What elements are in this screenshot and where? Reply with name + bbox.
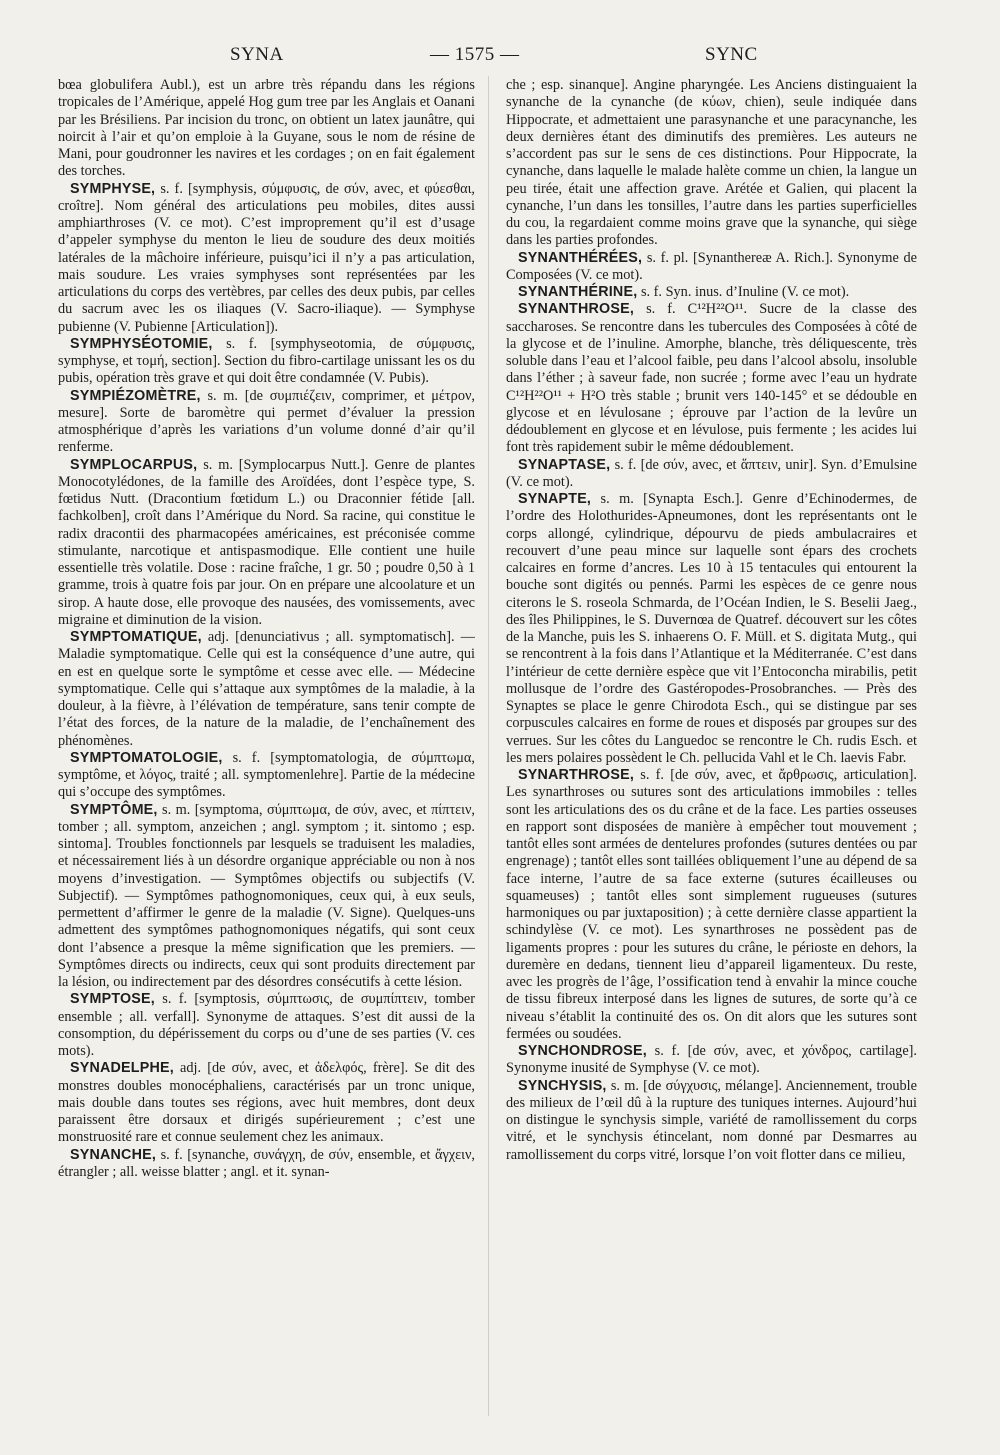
column-divider (488, 76, 489, 1416)
dictionary-entry (506, 491, 917, 767)
entry-headword: SYNANTHROSE, (518, 301, 634, 318)
entry-definition: s. f. [symptosis, σύμπτωσις, de συμπίπτειν, tomber ensemble ; all. verfall]. Synonyme de attaques. S’est dit aussi de la consomption, du dépérissement du corps ou d’une de ses parties (V. ces mots). (58, 991, 475, 1059)
entry-headword: SYMPHYSÉOTOMIE, (70, 335, 213, 352)
entry-headword: SYNCHYSIS, (518, 1077, 607, 1094)
entry-definition: che ; esp. sinanque]. Angine pharyngée. Les Anciens distinguaient la synanche de la cynanche (de κύων, chien), seule indiquée dans Hippocrate, et admettaient une parasynanche et une paracynanche, les deux dernières étant des diminutifs des premières. Les auteurs ne s’accordent pas sur le sens de ces distinctions. Pour Hippocrate, la cynanche, dans laquelle le malade halète comme un chien, la langue un peu tirée, était une affection grave. Arétée et Galien, qui placent la cynanche, l’un dans les tonsilles, l’autre dans les parties superficielles du cou, la regardaient comme moins grave que la synanche, qui siège dans les parties profondes. (506, 77, 917, 249)
entry-headword: SYNANTHÉRINE, (518, 284, 638, 300)
dictionary-entry (506, 1078, 917, 1164)
entry-continuation (58, 77, 475, 181)
dictionary-entry (58, 991, 475, 1060)
entry-headword: SYMPTOMATOLOGIE, (70, 749, 223, 766)
entry-definition: s. m. [Symplocarpus Nutt.]. Genre de plantes Monocotylédones, de la famille des Aroïdées, dont l’espèce type, S. fœtidus Nutt. (Dracontium fœtidum L.) ou Draconnier fétide [all. fachkolben], croît dans l’Amérique du Nord. Sa racine, qui constitue le radix dracontii des pharmacopées américaines, est préconisée comme stimulante, narcotique et antispasmodique. Elle contient une huile essentielle très volatile. Dose : racine fraîche, 1 gr. 50 ; poudre 0,50 à 1 gramme, trois à quatre fois par jour. On en prépare une alcoolature et un sirop. A haute dose, elle provoque des nausées, des vomissements, avec migraine et diminution de la vision. (58, 456, 475, 628)
dictionary-entry (58, 1060, 475, 1146)
entry-definition: s. f. [symptomatologia, de σύμπτωμα, symptôme, et λόγος, traité ; all. symptomenlehre]. Partie de la médecine qui s’occupe des symptômes. (58, 749, 475, 801)
entry-definition: s. f. [de σύν, avec, et ἄρθρωσις, articulation]. Les synarthroses ou sutures sont des articulations immobiles : telles sont les articulations des os du crâne et de la face. Les parties osseuses en rapport sont disposées de manière à empêcher tout mouvement ; tantôt elles sont armées de dentelures profondes (sutures dentées ou par engrenage) ; tantôt elles sont taillées obliquement l’une au dépend de sa face interne, l’autre de sa face externe (sutures écailleuses ou squameuses) ; tantôt elles sont simplement rugueuses (sutures harmoniques ou par juxtaposition) ; à cette dernière classe appartient la schindylèse (V. ce mot). Les synarthroses ne possèdent pas de ligaments propres : pour les sutures du crâne, le périoste en dehors, la duremère en dedans, tiennent lieu d’appareil ligamenteux. Du reste, avec les progrès de l’âge, l’ossification tend à envahir la mince couche de tissu fibreux interposé dans les lignes de sutures, de sorte qu’à ce niveau s’établit la continuité des os. On dit alors que les sutures sont fermées ou soudées. (506, 767, 917, 1042)
dictionary-entry (506, 301, 917, 456)
entry-headword: SYNAPTASE, (518, 456, 611, 473)
entry-definition: s. m. [de συμπιέζειν, comprimer, et μέτρον, mesure]. Sorte de baromètre qui permet d’évaluer la pression atmosphérique d’après les variations d’un volume donné d’air qu’il renferme. (58, 387, 475, 456)
dictionary-entry (58, 1147, 475, 1182)
dictionary-entry (506, 1043, 917, 1078)
entry-headword: SYMPTÔME, (70, 801, 158, 818)
dictionary-entry (506, 457, 917, 492)
entry-definition: adj. [de σύν, avec, et ἀδελφός, frère]. Se dit des monstres doubles monocéphaliens, caractérisés par un tronc unique, mais double dans toutes ses régions, avec huit membres, dont deux paraissent être dorsaux et dirigés supérieurement ; c’est une monstruosité rare et connue seulement chez les animaux. (58, 1060, 475, 1146)
entry-definition: adj. [denunciativus ; all. symptomatisch]. — Maladie symptomatique. Celle qui est la conséquence d’une autre, qui en est en quelque sorte le symptôme et cesse avec elle. — Médecine symptomatique. Celle qui s’attaque aux symptômes de la maladie, à la douleur, à la fièvre, à l’élévation de température, sans tenir compte de l’état des forces, de la nature de la maladie, de l’enchaînement des phénomènes. (58, 629, 475, 749)
dictionary-entry (506, 250, 917, 285)
dictionary-entry (58, 336, 475, 388)
entry-headword: SYNANCHE, (70, 1146, 157, 1163)
dictionary-entry (58, 388, 475, 457)
entry-continuation (506, 77, 917, 250)
entry-definition: s. f. [symphysis, σύμφυσις, de σύν, avec, et φύεσθαι, croître]. Nom général des articulations peu mobiles, dites aussi amphiarthroses (V. ce mot). C’est improprement qu’il est d’usage d’appeler symphyse du menton le lieu de soudure des deux moitiés latérales de la mâchoire inférieure, puisqu’ici il n’y a pas articulation, mais soudure. Les vraies symphyses sont représentées par les articulations du corps des vertèbres, par celles des deux pubis, par celles du sacrum avec les os iliaques (V. Sacro-iliaque). — Symphyse pubienne (V. Pubienne [Articulation]). (58, 180, 475, 335)
entry-definition: s. f. [symphyseotomia, de σύμφυσις, symphyse, et τομή, section]. Section du fibro-cartilage unissant les os du pubis, opération très grave et qui doit être condamnée (V. Pubis). (58, 335, 475, 387)
header-right-guideword: SYNC (705, 44, 758, 65)
entry-headword: SYMPTOMATIQUE, (70, 629, 202, 645)
entry-headword: SYNARTHROSE, (518, 767, 634, 783)
entry-definition: s. m. [Synapta Esch.]. Genre d’Echinodermes, de l’ordre des Holothurides-Apneumones, dont les représentants ont le corps allongé, cylindrique, dépourvu de pieds ambulacraires et recouvert d’une peau mince sur laquelle sont épars des crochets calcaires en forme d’ancres. Les 10 à 15 tentacules qui entourent la bouche sont digités ou pennés. Parmi les espèces de ce genre nous citerons le S. roseola Schmarda, de l’Océan Indien, le S. Beselii Jaeg., des îles Philippines, le S. Duvernœa de Quatref. découvert sur les côtes de la Manche, puis les S. inhaerens O. F. Müll. et S. digitata Mutg., qui se rencontrent à la fois dans l’Atlantique et la Méditerranée. C’est dans l’intérieur de cette dernière espèce que vit l’Entoconcha mirabilis, petit mollusque de l’ordre des Gastéropodes-Prosobranches. — Près des Synaptes se place le genre Chirodota Esch., qui se distingue par ses corpuscules calcaires en forme de roues et disposés par groupes sur des verrues. Sur les côtes du Languedoc se rencontre le Ch. rudis Esch. et les mers polaires possèdent le Ch. pellucida Vahl et le Ch. laevis Fabr. (506, 491, 917, 766)
right-column (506, 77, 917, 1422)
entry-headword: SYMPTOSE, (70, 991, 155, 1008)
entry-headword: SYMPIÉZOMÈTRE, (70, 387, 201, 404)
left-column (58, 77, 475, 1422)
entry-definition: s. f. [synanche, συνάγχη, de σύν, ensemble, et ἄγχειν, étrangler ; all. weisse blatter ; angl. et it. synan- (58, 1146, 475, 1180)
entry-definition: s. f. pl. [Synanthereæ A. Rich.]. Synonyme de Composées (V. ce mot). (506, 249, 917, 283)
entry-headword: SYMPHYSE, (70, 180, 156, 197)
entry-definition: s. f. [de σύν, avec, et ἅπτειν, unir]. Syn. d’Emulsine (V. ce mot). (506, 456, 917, 490)
running-header (0, 44, 1000, 74)
entry-definition: s. f. Syn. inus. d’Inuline (V. ce mot). (640, 284, 850, 300)
entry-headword: SYNCHONDROSE, (518, 1043, 647, 1059)
entry-definition: s. f. [de σύν, avec, et χόνδρος, cartilage]. Synonyme inusité de Symphyse (V. ce mot). (506, 1043, 917, 1077)
page-number: — 1575 — (430, 44, 520, 65)
entry-headword: SYMPLOCARPUS, (70, 456, 198, 473)
entry-definition: bœa globulifera Aubl.), est un arbre très répandu dans les régions tropicales de l’Amérique, appelé Hog gum tree par les Anglais et Oanani par les Brésiliens. Par incision du tronc, on obtient un latex jaunâtre, qui noircit à l’air et qu’on emploie à la Guyane, sous le nom de résine de Mani, pour goudronner les navires et les cordages ; on en fait également des torches. (58, 77, 475, 180)
dictionary-entry (58, 457, 475, 630)
dictionary-entry (506, 767, 917, 1043)
entry-definition: s. m. [symptoma, σύμπτωμα, de σύν, avec, et πίπτειν, tomber ; all. symptom, anzeichen ; angl. symptom ; it. sintomo ; esp. sintoma]. Troubles fonctionnels par lesquels se traduisent les maladies, et nécessairement liés à un désordre organique appréciable ou non à nos moyens d’investigation. — Symptômes objectifs ou subjectifs (V. Subjectif). — Symptômes pathognomoniques, ceux qui, à eux seuls, permettent d’affirmer le genre de la maladie (V. Signe). Quelques-uns admettent des symptômes pathognomoniques négatifs, qui sont ceux dont l’absence a presque la même signification que les premiers. — Symptômes directs ou indirects, ceux qui sont produits directement par la lésion, ou indirectement par des désordres consécutifs à cette lésion. (58, 801, 475, 990)
entry-headword: SYNADELPHE, (70, 1060, 174, 1077)
dictionary-entry (58, 629, 475, 750)
entry-headword: SYNANTHÉRÉES, (518, 249, 643, 266)
dictionary-entry (58, 802, 475, 992)
entry-headword: SYNAPTE, (518, 491, 592, 507)
dictionary-entry (58, 750, 475, 802)
dictionary-entry (506, 284, 917, 301)
entry-definition: s. m. [de σύγχυσις, mélange]. Anciennement, trouble des milieux de l’œil dû à la rupture des tuniques internes. Aujourd’hui on distingue le synchysis simple, variété de ramollissement du corps vitré, et le synchysis étincelant, nom donné par Desmarres au ramollissement du corps vitré, lorsque l’on voit flotter dans ce milieu, (506, 1077, 917, 1163)
header-left-guideword: SYNA (230, 44, 284, 65)
dictionary-entry (58, 181, 475, 336)
entry-definition: s. f. C¹²H²²O¹¹. Sucre de la classe des saccharoses. Se rencontre dans les tubercules des Composées à côté de la glycose et de l’inuline. Amorphe, blanche, très déliquescente, très soluble dans l’eau et l’alcool faible, peu dans l’alcool absolu, insoluble dans l’éther ; à saveur fade, non sucrée ; forme avec l’eau un hydrate C¹²H²²O¹¹ + H²O très stable ; brunit vers 140-145° et se dédouble en glycose et en lévulosane ; éprouve par l’action de la levûre un dédoublement en glycose et en lévulose, puis fermente ; les acides lui font très rapidement subir le même dédoublement. (506, 301, 917, 456)
